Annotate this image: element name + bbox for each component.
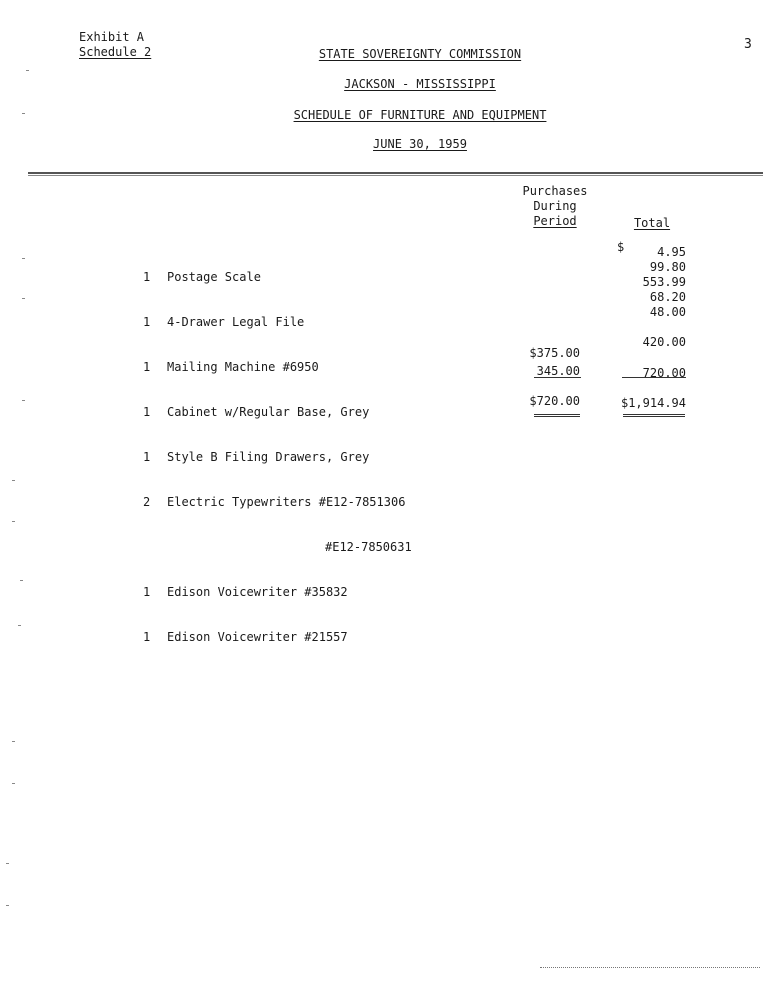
list-item	[143, 450, 412, 465]
schedule-label: Schedule 2	[79, 45, 152, 59]
title-date	[270, 137, 570, 152]
exhibit-label: Exhibit A	[79, 30, 145, 44]
purchases-double-rule	[534, 414, 580, 417]
title-schedule	[250, 108, 590, 123]
item-qty: 1	[143, 315, 151, 329]
purchases-header-line3	[515, 214, 595, 229]
purchases-header-line3-text: Period	[533, 214, 577, 228]
purchase-value: $375.00	[529, 346, 580, 360]
purchases-header-line2: During	[533, 199, 577, 213]
scan-mark	[12, 480, 15, 481]
item-desc: Cabinet w/Regular Base, Grey	[167, 405, 370, 419]
dollar-sign: $	[617, 240, 625, 254]
item-list	[143, 240, 412, 660]
scan-mark	[22, 298, 25, 299]
scan-mark	[6, 905, 9, 906]
scan-mark	[12, 741, 15, 742]
item-desc: 4-Drawer Legal File	[167, 315, 305, 329]
item-qty: 1	[143, 405, 151, 419]
item-desc: #E12-7850631	[325, 540, 412, 554]
item-desc: Electric Typewriters #E12-7851306	[167, 495, 406, 509]
list-item	[143, 270, 412, 285]
scan-mark	[18, 625, 21, 626]
title-schedule-text: SCHEDULE OF FURNITURE AND EQUIPMENT	[293, 108, 547, 122]
list-item	[143, 585, 412, 600]
total-value: 4.95	[657, 245, 686, 259]
list-item	[143, 315, 412, 330]
item-qty: 1	[143, 630, 151, 644]
scan-mark	[26, 70, 29, 71]
item-desc: Postage Scale	[167, 270, 261, 284]
purchases-total: $720.00	[529, 394, 580, 408]
grand-total-double-rule	[623, 414, 685, 417]
title-commission-text: STATE SOVEREIGNTY COMMISSION	[318, 47, 522, 61]
scan-noise-line	[540, 967, 760, 968]
scan-mark	[22, 258, 25, 259]
scan-mark	[12, 521, 15, 522]
total-value: 420.00	[642, 335, 686, 349]
total-value: 720.00	[642, 366, 686, 380]
list-item	[143, 495, 412, 510]
item-desc: Style B Filing Drawers, Grey	[167, 450, 370, 464]
item-qty	[143, 540, 167, 555]
title-location-text: JACKSON - MISSISSIPPI	[344, 77, 496, 91]
scan-mark	[12, 783, 15, 784]
item-qty: 1	[143, 450, 151, 464]
grand-total: $1,914.94	[620, 396, 686, 410]
total-value: 553.99	[642, 275, 686, 289]
total-header	[627, 216, 677, 231]
item-qty: 1	[143, 360, 151, 374]
total-value: 48.00	[649, 305, 686, 319]
title-commission	[270, 47, 570, 62]
list-item	[143, 630, 412, 645]
scan-mark	[22, 400, 25, 401]
scan-mark	[6, 863, 9, 864]
item-qty: 2	[143, 495, 151, 509]
header-divider	[28, 172, 763, 176]
item-desc: Mailing Machine #6950	[167, 360, 319, 374]
title-location	[270, 77, 570, 92]
scan-mark	[20, 580, 23, 581]
total-value: 68.20	[649, 290, 686, 304]
item-qty: 1	[143, 585, 151, 599]
page-number: 3	[744, 37, 752, 52]
purchase-value-text: 345.00	[536, 364, 580, 378]
total-value: 99.80	[649, 260, 686, 274]
list-item	[143, 540, 412, 555]
total-subtotal-rule	[622, 377, 686, 378]
scan-mark	[22, 113, 25, 114]
item-desc: Edison Voicewriter #21557	[167, 630, 348, 644]
total-header-text: Total	[633, 216, 671, 230]
list-item	[143, 405, 412, 420]
list-item	[143, 360, 412, 375]
item-qty: 1	[143, 270, 151, 284]
purchase-subtotal-rule	[534, 377, 581, 378]
item-desc: Edison Voicewriter #35832	[167, 585, 348, 599]
purchases-header-line1: Purchases	[522, 184, 588, 198]
title-date-text: JUNE 30, 1959	[373, 137, 467, 151]
